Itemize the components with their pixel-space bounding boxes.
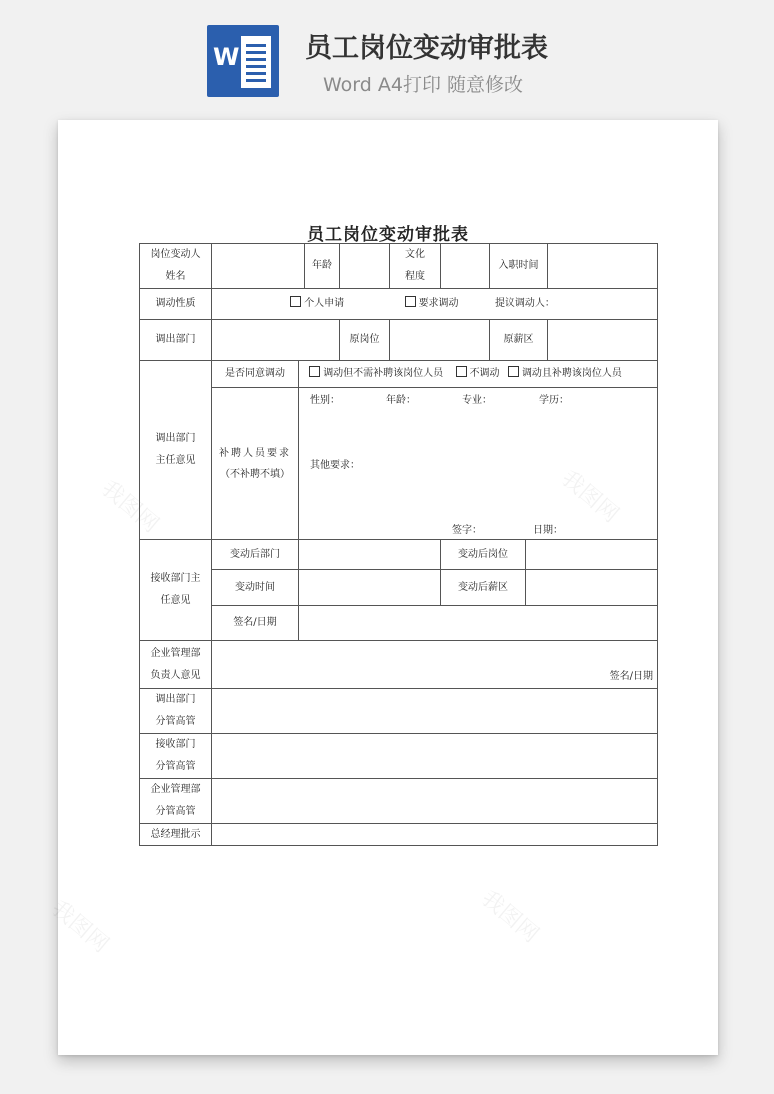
in-sign-date-label: 签名/日期 [212, 606, 299, 641]
checkbox-personal-request[interactable] [290, 296, 301, 307]
origin-post-field[interactable] [390, 320, 490, 361]
banner [0, 0, 774, 110]
origin-salary-label: 原薪区 [490, 320, 548, 361]
date-label: 日期： [533, 525, 563, 536]
refill-requirements-label: 补聘人员要求 （不补聘不填） [212, 388, 299, 540]
age-req-label: 年龄： [386, 395, 416, 406]
option-no-transfer: 不调动 [469, 368, 500, 379]
proposer-label: 提议调动人： [494, 298, 555, 309]
agree-transfer-label: 是否同意调动 [212, 361, 299, 388]
row-in-exec [140, 734, 658, 779]
in-head-opinion-label: 接收部门主 任意见 [140, 540, 212, 641]
option-transfer-refill: 调动且补聘该岗位人员 [521, 368, 622, 379]
word-app-icon [207, 25, 279, 97]
change-time-field[interactable] [299, 570, 441, 606]
major-label: 专业： [462, 395, 492, 406]
origin-dept-label: 调出部门 [140, 320, 212, 361]
other-requirements-label: 其他要求： [310, 460, 360, 471]
mgmt-head-opinion-label: 企业管理部 负责人意见 [140, 641, 212, 689]
banner-subtitle: Word A4打印 随意修改 [323, 74, 524, 96]
row-refill-requirements [140, 388, 658, 540]
age-field[interactable] [340, 244, 390, 289]
origin-dept-field[interactable] [212, 320, 340, 361]
watermark: 我图网 [46, 896, 114, 958]
row-mgmt-exec [140, 779, 658, 824]
row-applicant [140, 244, 658, 289]
signature-label: 签字： [452, 525, 482, 536]
word-letter: W [213, 43, 240, 71]
origin-post-label: 原岗位 [340, 320, 390, 361]
option-required-transfer: 要求调动 [418, 298, 459, 309]
document-page [46, 120, 718, 1055]
in-exec-label: 接收部门 分管高管 [140, 734, 212, 779]
watermark: 我图网 [556, 466, 624, 528]
mgmt-exec-label: 企业管理部 分管高管 [140, 779, 212, 824]
option-personal-request: 个人申请 [304, 298, 345, 309]
age-label: 年龄 [305, 244, 340, 289]
new-dept-label: 变动后部门 [212, 540, 299, 570]
entry-date-field[interactable] [548, 244, 658, 289]
change-time-label: 变动时间 [212, 570, 299, 606]
out-exec-field[interactable] [212, 689, 658, 734]
new-dept-field[interactable] [299, 540, 441, 570]
checkbox-required-transfer[interactable] [405, 296, 416, 307]
row-out-head-agree [140, 361, 658, 388]
new-salary-field[interactable] [526, 570, 658, 606]
banner-title: 员工岗位变动审批表 [305, 33, 548, 64]
education-label: 文化 程度 [390, 244, 441, 289]
gender-label: 性别： [310, 395, 340, 406]
refill-requirements-field[interactable] [299, 388, 658, 540]
watermark: 我图网 [476, 886, 544, 948]
in-exec-field[interactable] [212, 734, 658, 779]
education-req-label: 学历： [539, 395, 569, 406]
new-post-field[interactable] [526, 540, 658, 570]
row-new-dept [140, 540, 658, 570]
in-sign-date-field[interactable] [299, 606, 658, 641]
checkbox-no-transfer[interactable] [456, 366, 467, 377]
mgmt-head-opinion-field[interactable] [212, 641, 658, 689]
row-change-time [140, 570, 658, 606]
origin-salary-field[interactable] [548, 320, 658, 361]
form-title: 员工岗位变动审批表 [307, 225, 469, 245]
checkbox-transfer-no-refill[interactable] [309, 366, 320, 377]
row-transfer-type [140, 289, 658, 320]
transfer-type-options [212, 289, 658, 320]
mgmt-sign-date-label: 签名/日期 [609, 671, 653, 682]
approval-form-table [139, 243, 658, 846]
new-post-label: 变动后岗位 [441, 540, 526, 570]
agree-transfer-options [299, 361, 658, 388]
row-origin [140, 320, 658, 361]
mgmt-exec-field[interactable] [212, 779, 658, 824]
document-icon [240, 35, 272, 89]
row-mgmt-head [140, 641, 658, 689]
applicant-name-field[interactable] [212, 244, 305, 289]
education-field[interactable] [441, 244, 490, 289]
row-gm [140, 824, 658, 846]
applicant-name-label: 岗位变动人 姓名 [140, 244, 212, 289]
watermark: 我图网 [96, 476, 164, 538]
row-in-sign [140, 606, 658, 641]
option-transfer-no-refill: 调动但不需补聘该岗位人员 [323, 368, 444, 379]
out-exec-label: 调出部门 分管高管 [140, 689, 212, 734]
gm-instruction-label: 总经理批示 [140, 824, 212, 846]
new-salary-label: 变动后薪区 [441, 570, 526, 606]
gm-instruction-field[interactable] [212, 824, 658, 846]
row-out-exec [140, 689, 658, 734]
checkbox-transfer-refill[interactable] [508, 366, 519, 377]
transfer-type-label: 调动性质 [140, 289, 212, 320]
out-head-opinion-label: 调出部门 主任意见 [140, 361, 212, 540]
entry-date-label: 入职时间 [490, 244, 548, 289]
